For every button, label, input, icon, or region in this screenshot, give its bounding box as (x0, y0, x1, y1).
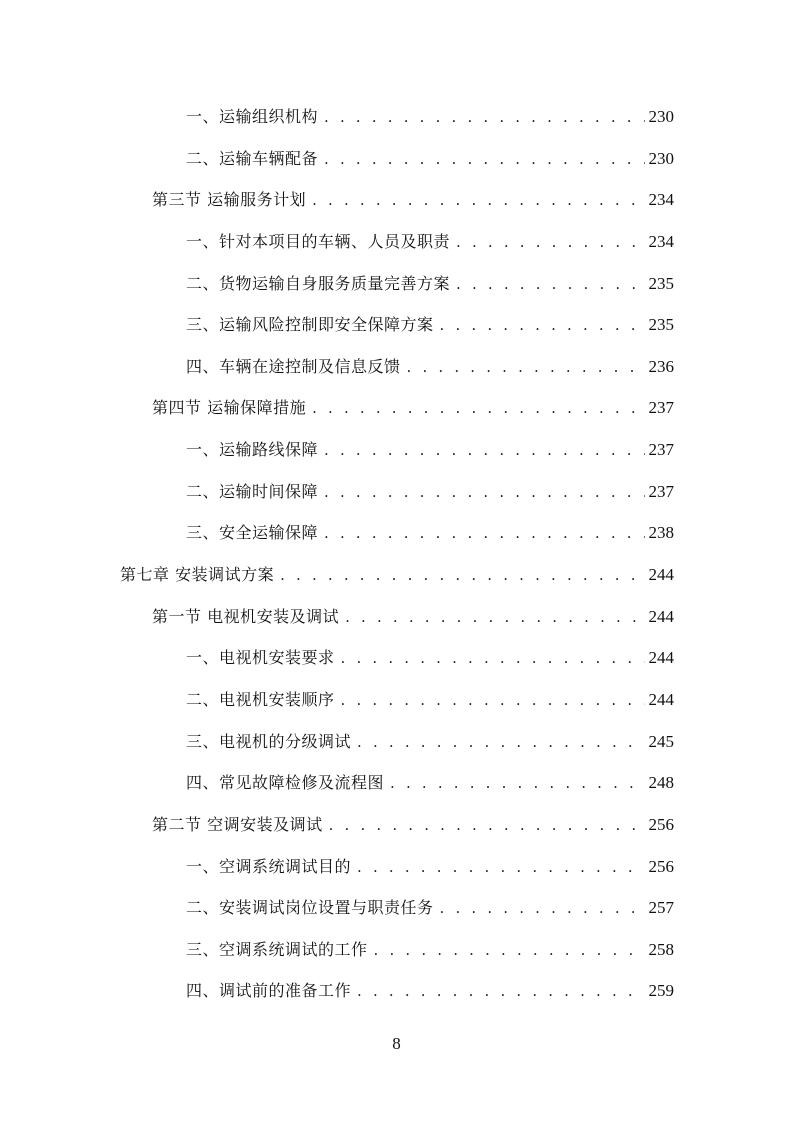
dot-leader (357, 856, 644, 878)
toc-entry-page-number: 235 (648, 315, 674, 335)
toc-entry-title: 二、运输时间保障 (186, 481, 319, 501)
toc-entry-row (152, 397, 674, 419)
toc-entry-row (186, 856, 674, 878)
toc-entry-row (186, 522, 674, 544)
toc-entry[interactable] (0, 637, 793, 679)
page-number: 8 (392, 1034, 401, 1053)
toc-entry-page-number: 230 (648, 148, 674, 168)
toc-entry-page-number: 235 (648, 273, 674, 293)
toc-entry[interactable] (0, 804, 793, 846)
dot-leader (324, 522, 644, 544)
toc-entry-row (120, 564, 674, 586)
toc-entry-row (152, 606, 674, 628)
toc-entry-row (186, 356, 674, 378)
dot-leader (390, 772, 644, 794)
toc-entry-row (186, 439, 674, 461)
toc-entry[interactable] (0, 596, 793, 638)
toc-entry-page-number: 245 (648, 731, 674, 751)
toc-entry-page-number: 256 (648, 814, 674, 834)
toc-entry-row (186, 481, 674, 503)
toc-entry-row (152, 189, 674, 211)
toc-entry-row (186, 231, 674, 253)
toc-entry-page-number: 259 (648, 981, 674, 1001)
dot-leader (456, 273, 644, 295)
toc-entry-title: 三、运输风险控制即安全保障方案 (186, 315, 434, 335)
toc-entry[interactable] (0, 429, 793, 471)
toc-entry-title: 三、空调系统调试的工作 (186, 939, 368, 959)
toc-entry-title: 第四节 运输保障措施 (152, 398, 307, 418)
toc-entry-page-number: 244 (648, 565, 674, 585)
dot-leader (374, 939, 645, 961)
toc-entry-title: 一、针对本项目的车辆、人员及职责 (186, 231, 451, 251)
table-of-contents (0, 96, 793, 1012)
toc-entry[interactable] (0, 96, 793, 138)
toc-entry-page-number: 256 (648, 856, 674, 876)
dot-leader (440, 897, 645, 919)
toc-entry-title: 二、电视机安装顺序 (186, 689, 335, 709)
toc-entry[interactable] (0, 346, 793, 388)
toc-entry-row (186, 148, 674, 170)
dot-leader (324, 106, 644, 128)
toc-entry-row (186, 772, 674, 794)
toc-entry[interactable] (0, 471, 793, 513)
toc-entry[interactable] (0, 887, 793, 929)
toc-entry[interactable] (0, 387, 793, 429)
toc-entry-page-number: 230 (648, 107, 674, 126)
dot-leader (440, 314, 645, 336)
toc-entry-row (186, 647, 674, 669)
toc-entry[interactable] (0, 970, 793, 1012)
dot-leader (341, 689, 645, 711)
dot-leader (324, 481, 644, 503)
toc-entry[interactable] (0, 554, 793, 596)
toc-entry-title: 一、运输组织机构 (186, 107, 319, 126)
toc-entry[interactable] (0, 929, 793, 971)
toc-entry-page-number: 237 (648, 440, 674, 460)
toc-entry[interactable] (0, 512, 793, 554)
toc-entry-row (186, 689, 674, 711)
dot-leader (345, 606, 644, 628)
toc-entry[interactable] (0, 846, 793, 888)
toc-entry-row (186, 897, 674, 919)
toc-entry-row (186, 980, 674, 1002)
toc-entry-row (186, 314, 674, 336)
toc-entry-page-number: 244 (648, 648, 674, 668)
toc-entry-title: 第一节 电视机安装及调试 (152, 606, 340, 626)
toc-entry-title: 第七章 安装调试方案 (120, 565, 275, 585)
dot-leader (324, 148, 644, 170)
toc-entry-page-number: 244 (648, 606, 674, 626)
toc-entry[interactable] (0, 263, 793, 305)
toc-entry-title: 一、运输路线保障 (186, 440, 319, 460)
toc-entry-title: 二、货物运输自身服务质量完善方案 (186, 273, 451, 293)
toc-entry[interactable] (0, 721, 793, 763)
toc-entry-title: 一、空调系统调试目的 (186, 856, 352, 876)
toc-entry-title: 三、电视机的分级调试 (186, 731, 352, 751)
toc-entry-page-number: 258 (648, 939, 674, 959)
toc-entry-row (186, 106, 674, 128)
toc-entry-title: 四、调试前的准备工作 (186, 981, 352, 1001)
toc-entry-page-number: 244 (648, 689, 674, 709)
toc-entry-title: 三、安全运输保障 (186, 523, 319, 543)
toc-entry-page-number: 248 (648, 773, 674, 793)
toc-entry[interactable] (0, 679, 793, 721)
dot-leader (341, 647, 645, 669)
toc-entry[interactable] (0, 304, 793, 346)
toc-entry-title: 第三节 运输服务计划 (152, 190, 307, 210)
dot-leader (324, 439, 644, 461)
toc-entry[interactable] (0, 138, 793, 180)
dot-leader (456, 231, 644, 253)
dot-leader (357, 731, 644, 753)
dot-leader (312, 189, 644, 211)
toc-entry[interactable] (0, 221, 793, 263)
toc-entry-title: 第二节 空调安装及调试 (152, 814, 323, 834)
dot-leader (407, 356, 645, 378)
dot-leader (280, 564, 644, 586)
toc-entry-page-number: 234 (648, 190, 674, 210)
dot-leader (312, 397, 644, 419)
toc-entry[interactable] (0, 179, 793, 221)
toc-entry-page-number: 257 (648, 898, 674, 918)
toc-entry-row (186, 731, 674, 753)
toc-entry-row (186, 939, 674, 961)
toc-entry[interactable] (0, 762, 793, 804)
toc-entry-title: 一、电视机安装要求 (186, 648, 335, 668)
toc-entry-title: 四、车辆在途控制及信息反馈 (186, 356, 401, 376)
toc-entry-page-number: 236 (648, 356, 674, 376)
toc-entry-row (152, 814, 674, 836)
toc-entry-title: 二、安装调试岗位设置与职责任务 (186, 898, 434, 918)
toc-entry-page-number: 234 (648, 231, 674, 251)
dot-leader (329, 814, 645, 836)
toc-entry-row (186, 273, 674, 295)
toc-entry-page-number: 238 (648, 523, 674, 543)
toc-entry-page-number: 237 (648, 481, 674, 501)
dot-leader (357, 980, 644, 1002)
toc-entry-title: 四、常见故障检修及流程图 (186, 773, 385, 793)
toc-entry-title: 二、运输车辆配备 (186, 148, 319, 168)
toc-entry-page-number: 237 (648, 398, 674, 418)
